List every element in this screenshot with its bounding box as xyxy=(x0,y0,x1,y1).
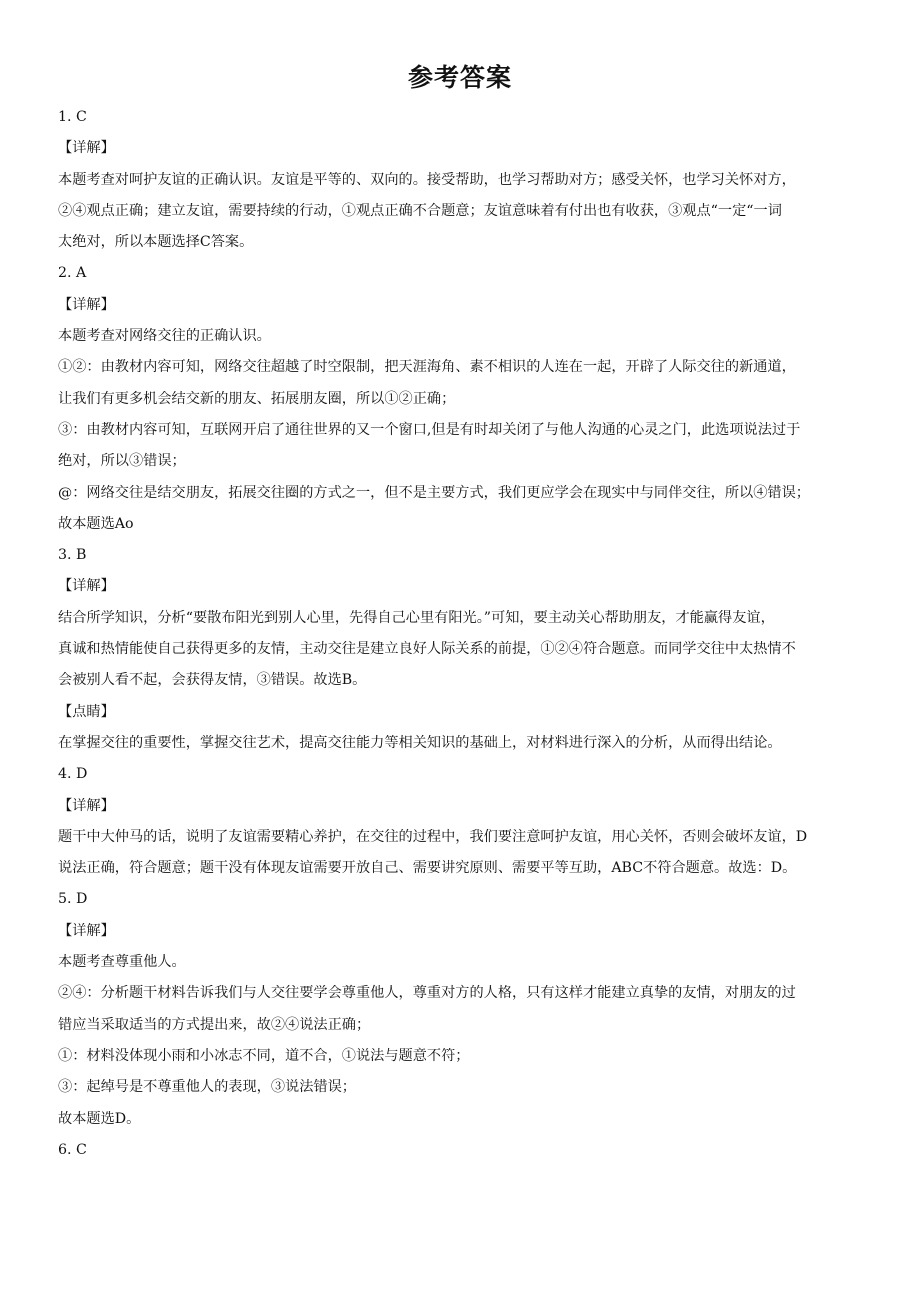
text-line: ③：起绰号是不尊重他人的表现，③说法错误； xyxy=(58,1079,356,1096)
page-title: 参考答案 xyxy=(407,63,512,92)
text-line: 【详解】 xyxy=(58,797,115,814)
text-line: 1. C xyxy=(58,109,87,125)
text-line: 【详解】 xyxy=(58,922,115,939)
text-line: 会被别人看不起，会获得友情，③错误。故选B。 xyxy=(58,672,367,689)
text-line: 错应当采取适当的方式提出来，故②④说法正确； xyxy=(58,1016,371,1033)
text-line: 故本题选D。 xyxy=(58,1110,141,1127)
text-line: ①②：由教材内容可知，网络交往超越了时空限制，把天涯海角、素不相识的人连在一起，开辟了人际交往的新通道， xyxy=(58,359,796,376)
text-line: @：网络交往是结交朋友，拓展交往圈的方式之一，但不是主要方式，我们更应学会在现实中与同伴交往，所以④错误； xyxy=(58,484,810,501)
answer-content xyxy=(58,102,870,1166)
text-line: 【点睛】 xyxy=(58,703,115,720)
text-line: 在掌握交往的重要性，掌握交往艺术，提高交往能力等相关知识的基础上，对材料进行深入的分析，从而得出结论。 xyxy=(58,734,782,751)
text-line: 太绝对，所以本题选择C答案。 xyxy=(58,234,254,251)
text-line: 6. C xyxy=(58,1141,87,1158)
text-line: 说法正确，符合题意；题干没有体现友谊需要开放自己、需要讲究原则、需要平等互助，ABC不符合题意。故选：D。 xyxy=(58,860,797,877)
text-line: 3. B xyxy=(58,547,87,564)
text-line: 本题考查尊重他人。 xyxy=(58,954,186,971)
text-line: 真诚和热情能使自己获得更多的友情，主动交往是建立良好人际关系的前提，①②④符合题意。而同学交往中太热情不 xyxy=(58,641,796,658)
text-line: 故本题选Ao xyxy=(58,515,134,532)
text-line: 本题考查对网络交往的正确认识。 xyxy=(58,328,271,345)
text-line: 4. D xyxy=(58,766,88,783)
text-line: 题干中大仲马的话，说明了友谊需要精心养护，在交往的过程中，我们要注意呵护友谊，用心关怀，否则会破坏友谊，D xyxy=(58,828,808,845)
text-line: 本题考查对呵护友谊的正确认识。友谊是平等的、双向的。接受帮助，也学习帮助对方；感受关怀，也学习关怀对方， xyxy=(58,171,796,188)
text-line: 2. A xyxy=(58,265,87,282)
text-line: 【详解】 xyxy=(58,140,115,157)
text-line: ③：由教材内容可知，互联网开启了通往世界的又一个窗口,但是有时却关闭了与他人沟通的心灵之门，此选项说法过于 xyxy=(58,421,801,438)
text-line: ②④：分析题干材料告诉我们与人交往要学会尊重他人，尊重对方的人格，只有这样才能建立真挚的友情，对朋友的过 xyxy=(58,985,796,1002)
text-line: 让我们有更多机会结交新的朋友、拓展朋友圈，所以①②正确； xyxy=(58,390,456,407)
text-line: ②④观点正确；建立友谊，需要持续的行动，①观点正确不合题意；友谊意味着有付出也有收获，③观点“一定“一词 xyxy=(58,202,782,219)
text-line: 【详解】 xyxy=(58,296,115,313)
text-line: 结合所学知识，分析“要散布阳光到别人心里，先得自己心里有阳光。”可知，要主动关心帮助朋友，才能赢得友谊， xyxy=(58,609,775,626)
text-line: 【详解】 xyxy=(58,578,115,595)
text-line: 5. D xyxy=(58,891,88,908)
text-line: 绝对，所以③错误； xyxy=(58,453,186,470)
text-line: ①：材料没体现小雨和小冰志不同，道不合，①说法与题意不符； xyxy=(58,1047,470,1064)
